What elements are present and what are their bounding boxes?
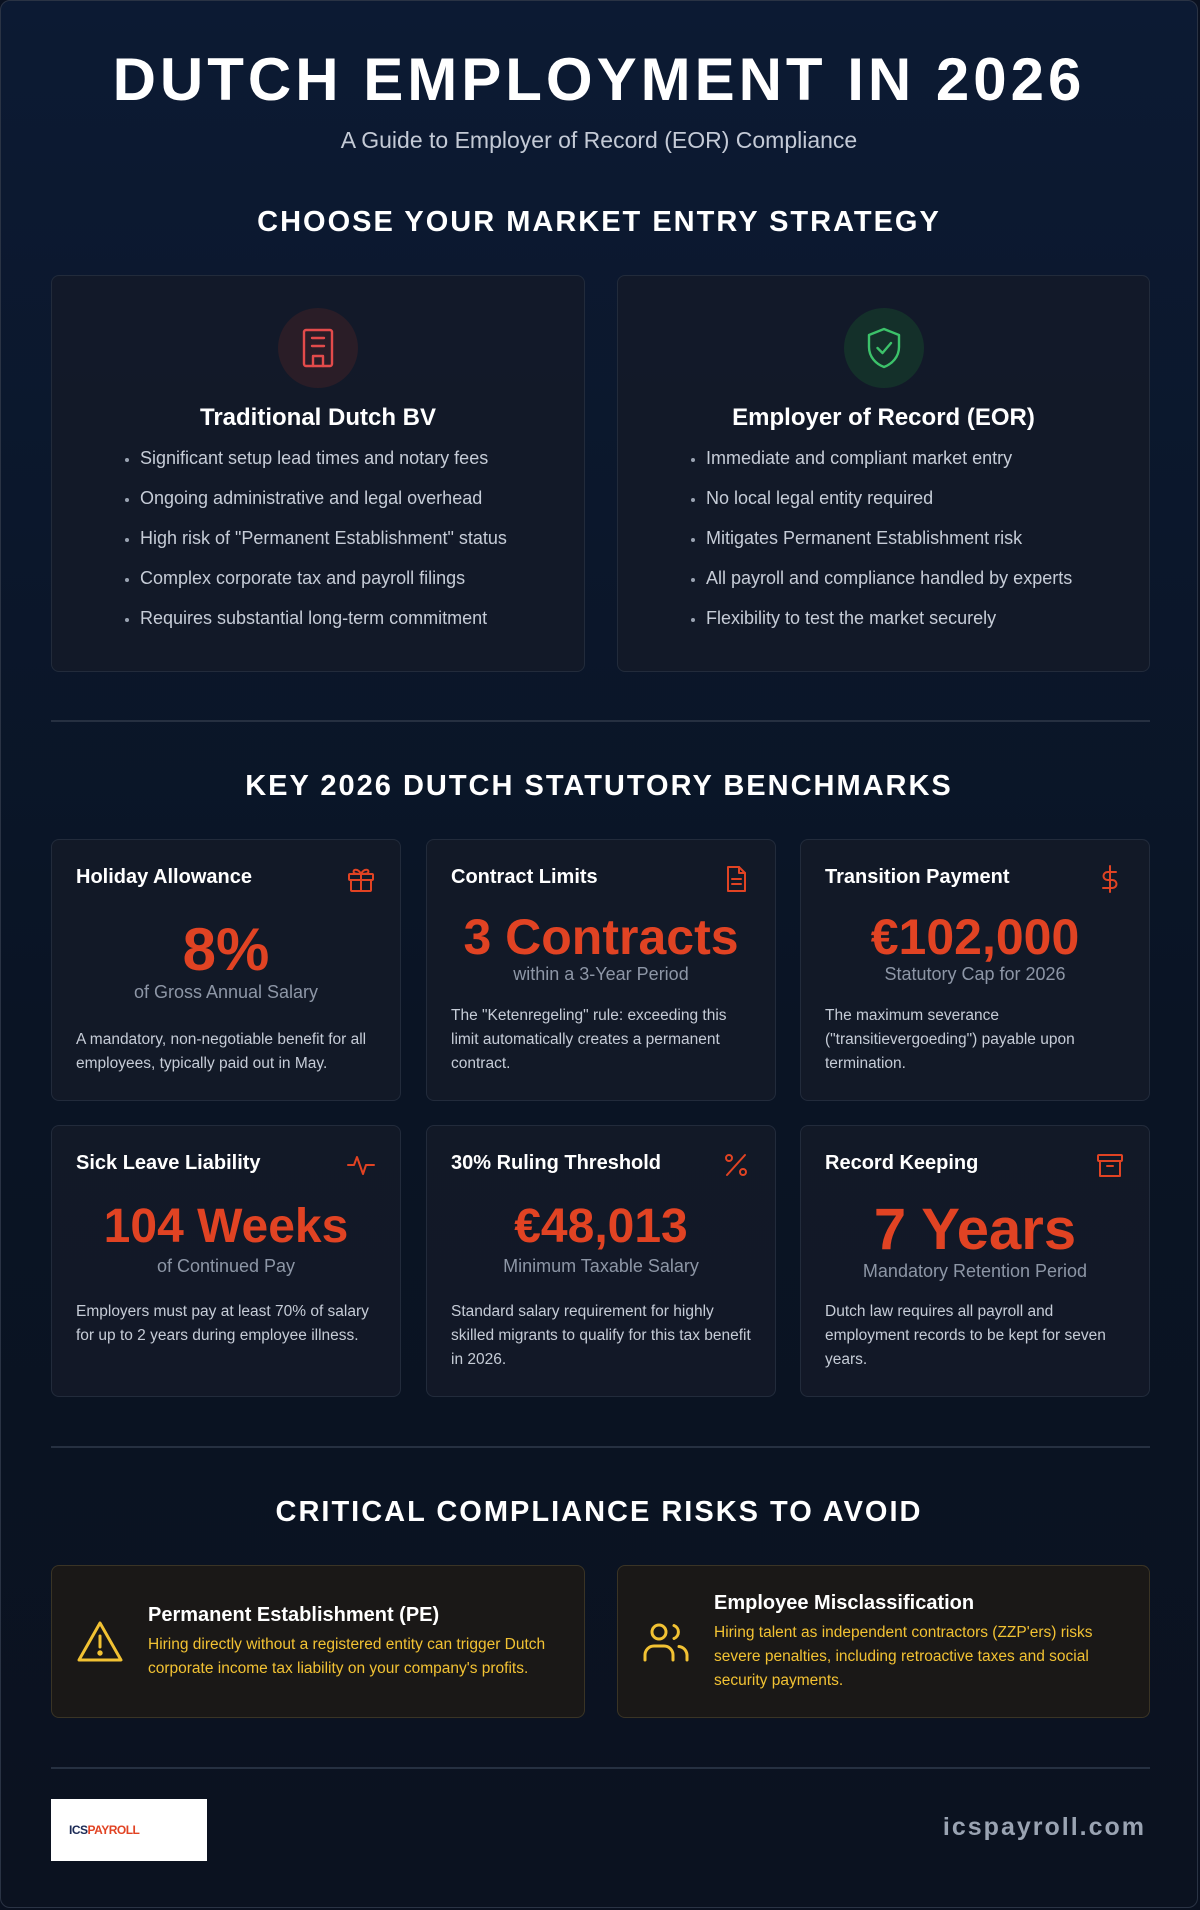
list-item: • No local legal entity required: [706, 486, 1072, 526]
strategy-list-eor: [686, 446, 1072, 646]
benchmark-card-holiday: [51, 839, 401, 1101]
benchmark-label: Sick Leave Liability: [76, 1152, 261, 1174]
benchmark-card-30-ruling: [426, 1125, 776, 1397]
benchmark-value: 3 Contracts: [463, 909, 739, 965]
benchmark-sub: Statutory Cap for 2026: [884, 964, 1066, 984]
benchmark-sub: of Continued Pay: [156, 1256, 296, 1276]
benchmark-label: Transition Payment: [825, 866, 1010, 888]
strategy-card-bv: [51, 275, 585, 672]
benchmark-sub: Minimum Taxable Salary: [503, 1256, 699, 1276]
benchmark-sub: within a 3-Year Period: [513, 964, 689, 984]
list-item: • Ongoing administrative and legal overhead: [140, 486, 507, 526]
benchmark-desc: The "Ketenregeling" rule: exceeding this limit automatically creates a permanent contract.: [451, 1007, 727, 1072]
benchmark-card-sick-leave: [51, 1125, 401, 1397]
benchmark-label: Record Keeping: [825, 1152, 979, 1174]
benchmark-sub: of Gross Annual Salary: [133, 982, 319, 1002]
section-divider: [51, 1767, 1150, 1769]
benchmark-value: 7 Years: [873, 1197, 1077, 1262]
document-icon: [721, 864, 751, 894]
percent-icon: [721, 1150, 751, 1180]
benchmark-card-contracts: [426, 839, 776, 1101]
benchmark-label: Contract Limits: [451, 866, 598, 888]
benchmark-desc: Employers must pay at least 70% of salary for up to 2 years during employee illness.: [76, 1303, 369, 1344]
strategy-list-bv: [120, 446, 507, 646]
risk-title: Permanent Establishment (PE): [148, 1604, 440, 1626]
dollar-icon: [1095, 864, 1125, 894]
risk-card-pe: [51, 1565, 585, 1718]
risk-desc: Hiring talent as independent contractors (ZZP'ers) risks severe penalties, including retroactive taxes and social security payments.: [714, 1624, 1093, 1689]
company-logo: [51, 1799, 207, 1861]
building-icon: [278, 308, 358, 388]
warning-triangle-icon: [76, 1618, 124, 1666]
benchmark-desc: Standard salary requirement for highly skilled migrants to qualify for this tax benefit in 2026.: [451, 1303, 751, 1368]
benchmark-value: 104 Weeks: [103, 1200, 349, 1253]
logo-text-primary: ICS: [69, 1823, 88, 1837]
strategy-title-eor: Employer of Record (EOR): [732, 404, 1035, 431]
benchmark-value: €102,000: [870, 909, 1080, 965]
benchmark-value: 8%: [182, 916, 270, 983]
list-item: • Flexibility to test the market securely: [706, 606, 1072, 646]
page-title: DUTCH EMPLOYMENT IN 2026: [112, 46, 1086, 113]
list-item: • Significant setup lead times and notary fees: [140, 446, 507, 486]
users-icon: [642, 1618, 690, 1666]
list-item: • Complex corporate tax and payroll filings: [140, 566, 507, 606]
gift-icon: [346, 864, 376, 894]
benchmark-label: 30% Ruling Threshold: [451, 1152, 662, 1174]
benchmarks-heading: KEY 2026 DUTCH STATUTORY BENCHMARKS: [245, 770, 953, 802]
archive-icon: [1095, 1150, 1125, 1180]
benchmark-card-transition: [800, 839, 1150, 1101]
website-domain: icspayroll.com: [942, 1813, 1146, 1841]
benchmark-label: Holiday Allowance: [76, 866, 252, 888]
list-item: • Immediate and compliant market entry: [706, 446, 1072, 486]
risks-heading: CRITICAL COMPLIANCE RISKS TO AVOID: [275, 1496, 923, 1528]
logo-text-secondary: PAYROLL: [87, 1823, 140, 1837]
benchmark-desc: A mandatory, non-negotiable benefit for all employees, typically paid out in May.: [76, 1031, 367, 1072]
section-divider: [51, 1446, 1150, 1448]
benchmark-desc: Dutch law requires all payroll and employment records to be kept for seven years.: [825, 1303, 1106, 1368]
benchmark-value: €48,013: [514, 1200, 688, 1253]
risk-desc: Hiring directly without a registered entity can trigger Dutch corporate income tax liability on your company's profits.: [148, 1636, 546, 1677]
benchmark-card-record-keeping: [800, 1125, 1150, 1397]
section-divider: [51, 720, 1150, 722]
list-item: • High risk of "Permanent Establishment" status: [140, 526, 507, 566]
strategy-title-bv: Traditional Dutch BV: [199, 404, 436, 431]
risk-card-misclassification: [617, 1565, 1150, 1718]
strategy-heading: CHOOSE YOUR MARKET ENTRY STRATEGY: [257, 206, 941, 238]
list-item: • All payroll and compliance handled by experts: [706, 566, 1072, 606]
page-subtitle: A Guide to Employer of Record (EOR) Compliance: [340, 127, 858, 153]
pulse-icon: [346, 1150, 376, 1180]
benchmark-sub: Mandatory Retention Period: [862, 1261, 1088, 1281]
shield-check-icon: [844, 308, 924, 388]
risk-title: Employee Misclassification: [714, 1592, 975, 1614]
benchmark-desc: The maximum severance ("transitievergoeding") payable upon termination.: [825, 1007, 1075, 1072]
list-item: • Requires substantial long-term commitment: [140, 606, 507, 646]
list-item: • Mitigates Permanent Establishment risk: [706, 526, 1072, 566]
strategy-card-eor: [617, 275, 1150, 672]
